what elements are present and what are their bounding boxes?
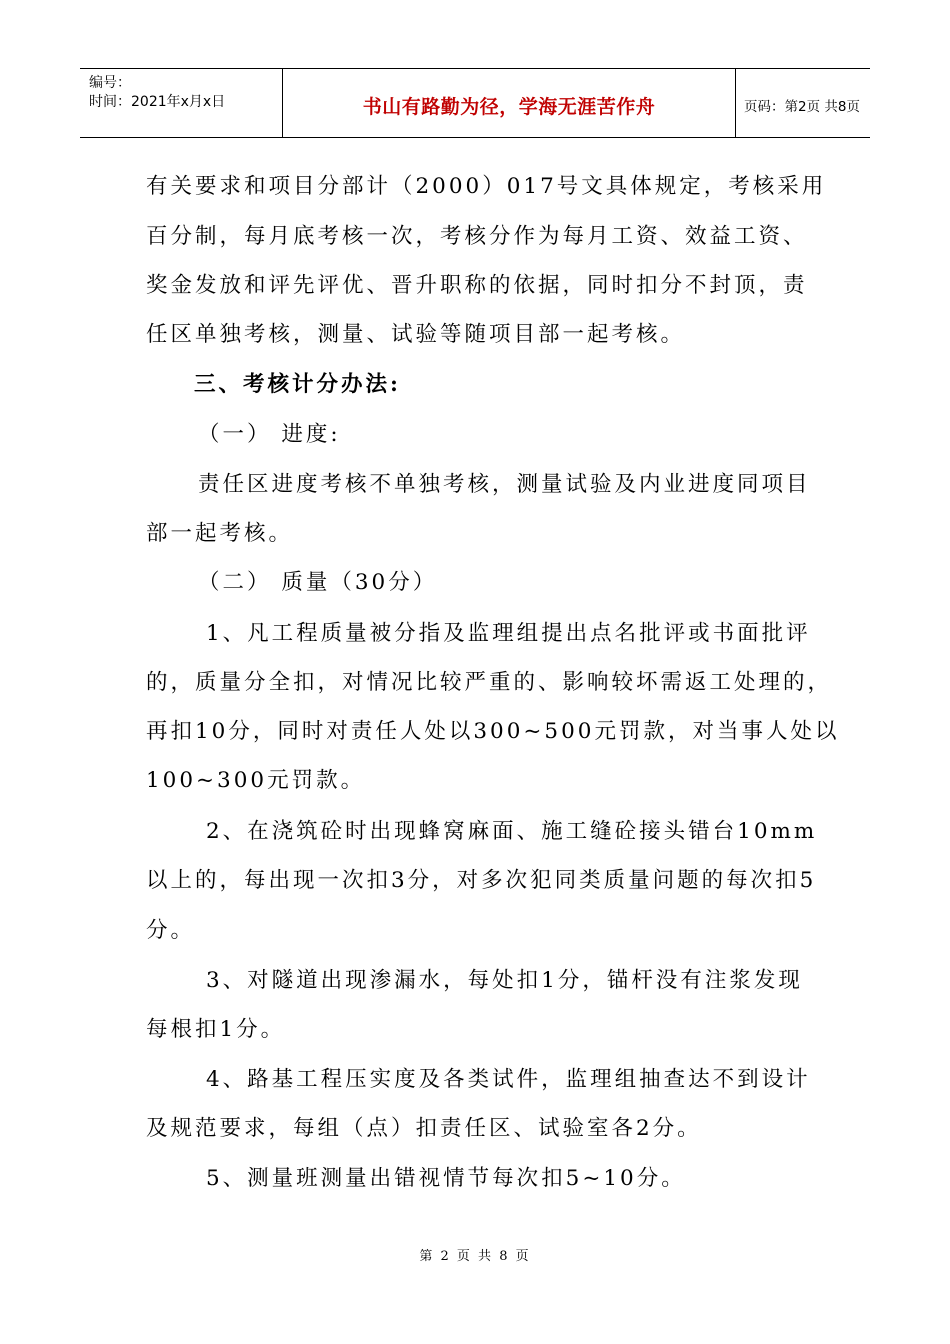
header-motto: 书山有路勤为径，学海无涯苦作舟 [362,96,656,118]
page-footer: 第 2 页 共 8 页 [419,1249,531,1264]
body-line: 及规范要求，每组（点）扣责任区、试验室各2分。 [146,1116,702,1141]
body-line: 责任区进度考核不单独考核，测量试验及内业进度同项目 [198,472,811,497]
document-header [80,68,870,138]
subsection-heading: （一） 进度: [198,422,341,447]
body-line: 分。 [146,918,196,943]
body-line: 部一起考核。 [146,521,294,546]
body-line: 有关要求和项目分部计（2000）017号文具体规定，考核采用 [146,174,827,199]
body-line: 任区单独考核，测量、试验等随项目部一起考核。 [146,322,686,347]
body-line: 2、在浇筑砼时出现蜂窝麻面、施工缝砼接头错台10mm [206,819,818,844]
doc-time-label: 时间：2021年x月x日 [89,94,226,110]
body-line: 5、测量班测量出错视情节每次扣5~10分。 [206,1166,686,1191]
body-line: 的，质量分全扣，对情况比较严重的、影响较坏需返工处理的， [146,670,833,695]
header-page-cell [735,69,870,137]
body-line: 4、路基工程压实度及各类试件，监理组抽查达不到设计 [206,1067,811,1092]
subsection-heading: （二） 质量（30分） [198,570,438,595]
section-heading: 三、考核计分办法: [194,372,401,397]
header-meta-cell [80,69,282,137]
body-line: 奖金发放和评先评优、晋升职称的依据，同时扣分不封顶，责 [146,273,808,298]
body-line: 再扣10分，同时对责任人处以300~500元罚款，对当事人处以 [146,719,840,744]
body-line: 以上的，每出现一次扣3分，对多次犯同类质量问题的每次扣5 [146,868,817,893]
header-motto-cell [282,69,736,137]
body-line: 百分制，每月底考核一次，考核分作为每月工资、效益工资、 [146,224,808,249]
doc-number-label: 编号： [89,75,131,91]
body-line: 每根扣1分。 [146,1017,286,1042]
body-line: 3、对隧道出现渗漏水，每处扣1分，锚杆没有注浆发现 [206,968,803,993]
body-line: 100~300元罚款。 [146,768,366,793]
body-line: 1、凡工程质量被分指及监理组提出点名批评或书面批评 [206,621,811,646]
header-page-info: 页码：第2页 共8页 [744,99,860,115]
